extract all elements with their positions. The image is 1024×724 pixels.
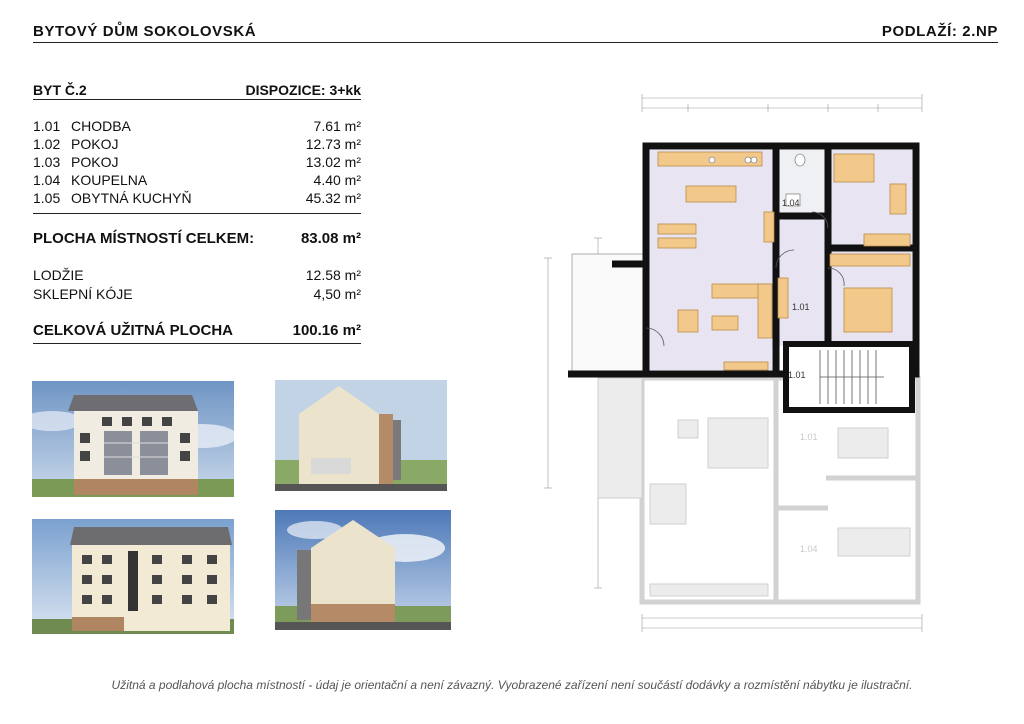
- room-list: [33, 118, 361, 214]
- room-area: 45.32 m²: [305, 190, 361, 206]
- apartment-layout: DISPOZICE: 3+kk: [245, 82, 361, 98]
- room-row: [33, 154, 361, 172]
- render-front-facade: [32, 381, 234, 497]
- plan-label-bath-lower: 1.04: [800, 544, 818, 554]
- page-header: [33, 22, 998, 43]
- extra-label: SKLEPNÍ KÓJE: [33, 286, 133, 302]
- plan-label-hall-lower: 1.01: [800, 432, 818, 442]
- rooms-total-value: 83.08 m²: [300, 230, 361, 247]
- room-area: 13.02 m²: [305, 154, 361, 170]
- extra-row: [33, 286, 361, 304]
- floor-plan: [538, 88, 930, 644]
- room-number: 1.02: [33, 136, 61, 152]
- room-row: [33, 118, 361, 136]
- rooms-total-label: PLOCHA MÍSTNOSTÍ CELKEM:: [33, 230, 255, 247]
- rooms-total: [33, 230, 361, 250]
- room-row: [33, 190, 361, 208]
- plan-label-bath: 1.04: [782, 198, 800, 208]
- plan-label-hall: 1.01: [792, 302, 810, 312]
- room-area: 4.40 m²: [313, 172, 361, 188]
- room-area: 7.61 m²: [313, 118, 361, 134]
- room-name: POKOJ: [71, 136, 119, 152]
- room-name: POKOJ: [71, 154, 119, 170]
- room-area: 12.73 m²: [305, 136, 361, 152]
- floor-label: PODLAŽÍ: 2.NP: [881, 23, 998, 40]
- room-number: 1.05: [33, 190, 61, 206]
- extra-row: [33, 267, 361, 285]
- render-side-gable: [275, 380, 447, 491]
- apartment-header: [33, 82, 361, 100]
- room-row: [33, 172, 361, 190]
- extra-value: 12.58 m²: [305, 267, 361, 283]
- building-title: BYTOVÝ DŮM SOKOLOVSKÁ: [33, 23, 257, 40]
- render-rear-facade: [32, 519, 234, 634]
- render-side-balconies: [275, 510, 451, 630]
- room-number: 1.01: [33, 118, 61, 134]
- usable-total: [33, 322, 361, 344]
- room-name: CHODBA: [71, 118, 131, 134]
- apartment-name: BYT Č.2: [33, 82, 87, 98]
- extra-label: LODŽIE: [33, 267, 84, 283]
- plan-label-stair: 1.01: [788, 370, 806, 380]
- extra-value: 4,50 m²: [313, 286, 361, 302]
- room-name: OBYTNÁ KUCHYŇ: [71, 190, 192, 206]
- usable-total-value: 100.16 m²: [292, 322, 361, 339]
- room-number: 1.04: [33, 172, 61, 188]
- usable-total-label: CELKOVÁ UŽITNÁ PLOCHA: [33, 322, 233, 339]
- room-row: [33, 136, 361, 154]
- disclaimer-footer: Užitná a podlahová plocha místností - údaj je orientační a není závazný. Vyobrazené zařízení není součástí dodávky a rozmístění nábytku je ilustrační.: [111, 678, 913, 692]
- room-name: KOUPELNA: [71, 172, 148, 188]
- room-number: 1.03: [33, 154, 61, 170]
